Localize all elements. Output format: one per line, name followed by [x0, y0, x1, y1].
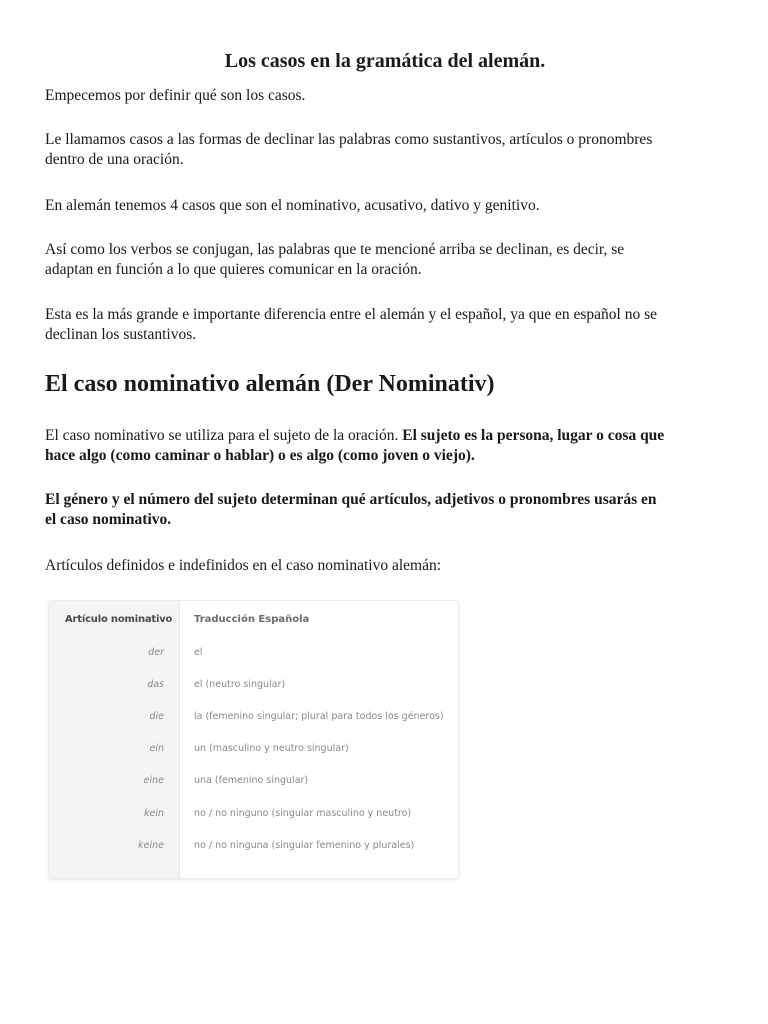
nominative-usage-paragraph — [45, 426, 725, 466]
table-header-translation: Traducción Española — [194, 614, 310, 625]
gender-number-line-1: El género y el número del sujeto determinan qué artículos, adjetivos o pronombres usarás en — [45, 491, 657, 508]
cases-definition-paragraph — [45, 130, 725, 170]
difference-paragraph — [45, 305, 725, 345]
translation-cell: el — [194, 647, 203, 658]
table-row — [49, 679, 458, 699]
declension-paragraph — [45, 240, 725, 280]
table-row — [49, 647, 458, 667]
article-cell: der — [148, 647, 164, 658]
declension-line-1: Así como los verbos se conjugan, las palabras que te mencioné arriba se declinan, es decir, se — [45, 241, 625, 258]
articles-intro-paragraph — [45, 556, 725, 576]
difference-line-1: Esta es la más grande e importante diferencia entre el alemán y el español, ya que en español no se — [45, 306, 658, 323]
article-cell: ein — [149, 743, 164, 754]
declension-line-2: adaptan en función a lo que quieres comunicar en la oración. — [45, 261, 422, 278]
table-header-article: Artículo nominativo — [65, 614, 173, 625]
intro-paragraph — [45, 86, 725, 106]
article-cell: eine — [143, 775, 164, 786]
table-row — [49, 808, 458, 828]
article-cell: die — [149, 711, 164, 722]
translation-cell: no / no ninguno (singular masculino y neutro) — [194, 808, 412, 819]
four-cases-text: En alemán tenemos 4 casos que son el nominativo, acusativo, dativo y genitivo. — [45, 197, 540, 214]
document-title: Los casos en la gramática del alemán. — [224, 50, 546, 72]
four-cases-paragraph — [45, 196, 725, 216]
difference-line-2: declinan los sustantivos. — [45, 326, 197, 343]
table-row — [49, 711, 458, 731]
nominative-usage-bold-line-1: El sujeto es la persona, lugar o cosa que — [402, 427, 665, 444]
translation-cell: una (femenino singular) — [194, 775, 309, 786]
nominative-heading: El caso nominativo alemán (Der Nominativ) — [45, 371, 495, 397]
gender-number-line-2: el caso nominativo. — [45, 511, 172, 528]
gender-number-paragraph — [45, 490, 725, 530]
table-row — [49, 743, 458, 763]
cases-definition-line-2: dentro de una oración. — [45, 151, 184, 168]
translation-cell: la (femenino singular; plural para todos los géneros) — [194, 711, 444, 722]
articles-intro-text: Artículos definidos e indefinidos en el caso nominativo alemán: — [45, 557, 442, 574]
translation-cell: el (neutro singular) — [194, 679, 286, 690]
table-row — [49, 840, 458, 860]
article-cell: kein — [143, 808, 164, 819]
nominative-articles-table — [48, 600, 459, 879]
nominative-usage-bold-line-2: hace algo (como caminar o hablar) o es algo (como joven o viejo). — [45, 447, 475, 464]
translation-cell: no / no ninguna (singular femenino y plurales) — [194, 840, 415, 851]
translation-cell: un (masculino y neutro singular) — [194, 743, 349, 754]
nominative-usage-plain: El caso nominativo se utiliza para el sujeto de la oración. — [45, 427, 403, 444]
cases-definition-line-1: Le llamamos casos a las formas de declinar las palabras como sustantivos, artículos o pronombres — [45, 131, 653, 148]
article-column-background — [49, 601, 180, 878]
article-cell: keine — [138, 840, 164, 851]
article-cell: das — [147, 679, 164, 690]
intro-text: Empecemos por definir qué son los casos. — [45, 87, 306, 104]
table-row — [49, 775, 458, 795]
